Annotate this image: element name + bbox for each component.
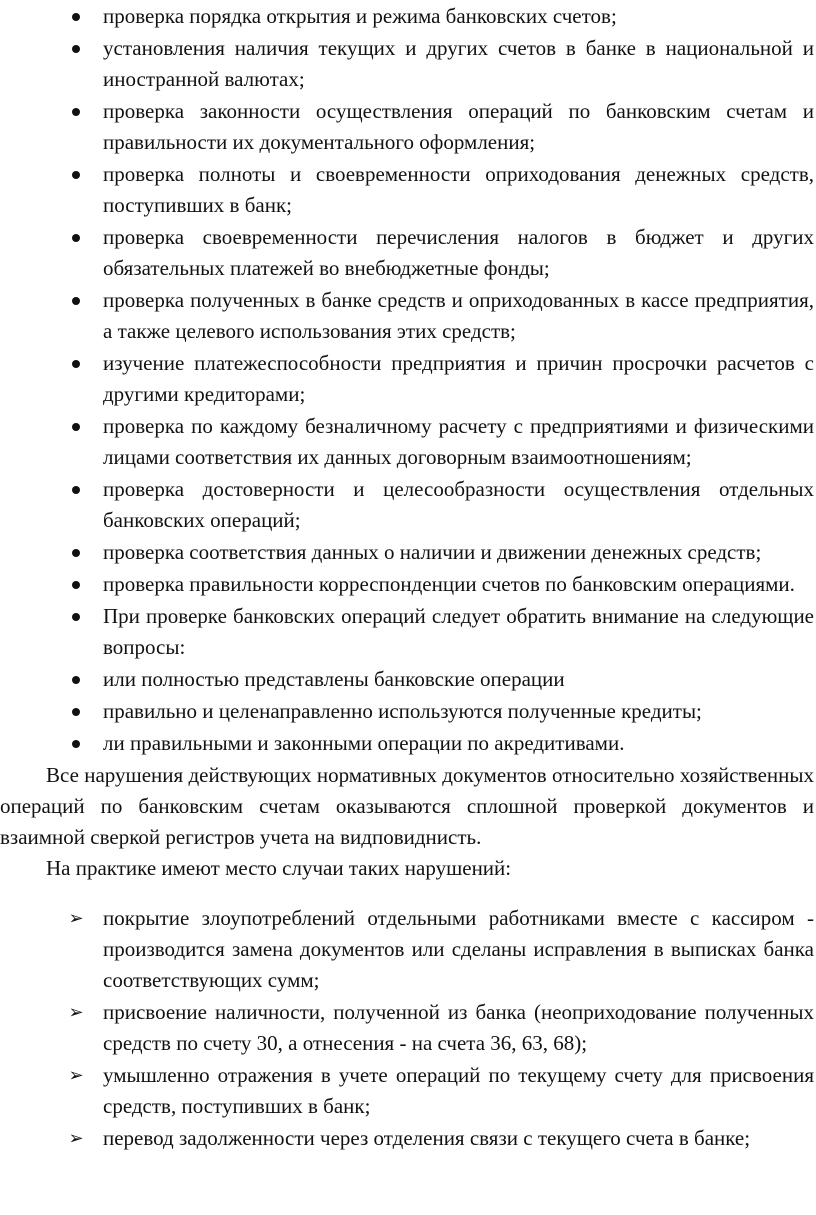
arrow-right-icon: ➢: [68, 908, 84, 929]
list-item-text: проверка по каждому безналичному расчету с предприятиями и физическими лицами соответствия их данных договорным взаимоотношениям;: [103, 414, 814, 469]
violations-paragraph: Все нарушения действующих нормативных документов относительно хозяйственных операций по банковским счетам оказываются сплошной проверкой документов и взаимной сверкой регистров учета на видповиднисть.: [0, 763, 814, 849]
list-item-text: проверка правильности корреспонденции счетов по банковским операциями.: [103, 572, 795, 596]
list-item-text: проверка полноты и своевременности оприходования денежных средств, поступивших в банк;: [103, 162, 814, 217]
list-item: [0, 96, 816, 158]
list-item: [0, 664, 816, 695]
list-item: [0, 903, 816, 996]
bullet-dot-icon: [66, 664, 86, 695]
list-item-text: изучение платежеспособности предприятия и причин просрочки расчетов с другими кредиторами;: [103, 351, 814, 406]
list-item-text: проверка соответствия данных о наличии и движении денежных средств;: [103, 540, 762, 564]
list-item-text: ли правильными и законными операции по акредитивами.: [103, 731, 625, 755]
list-item: [0, 1123, 816, 1154]
list-item-text: проверка полученных в банке средств и оприходованных в кассе предприятия, а также целевого использования этих средств;: [103, 288, 814, 343]
list-item: [0, 728, 816, 759]
practice-intro-paragraph: На практике имеют место случаи таких нарушений:: [46, 856, 512, 880]
list-item-text: или полностью представлены банковские операции: [103, 667, 565, 691]
arrow-right-icon: ➢: [68, 1128, 84, 1149]
bullet-dot-icon: [66, 696, 86, 727]
bullet-dot-icon: [66, 601, 86, 632]
bullet-dot-icon: [66, 96, 86, 127]
list-item-text: проверка порядка открытия и режима банковских счетов;: [103, 4, 617, 28]
list-item: [0, 1060, 816, 1122]
list-item: [0, 997, 816, 1059]
bullet-dot-icon: [66, 348, 86, 379]
list-item: [0, 348, 816, 410]
list-item: [0, 474, 816, 536]
list-item-text: проверка достоверности и целесообразности осуществления отдельных банковских операций;: [103, 477, 814, 532]
list-item: [0, 159, 816, 221]
list-item-text: покрытие злоупотреблений отдельными работниками вместе с кассиром - производится замена документов или сделаны исправления в выписках банка соответствующих сумм;: [103, 906, 814, 992]
bullet-dot-icon: [66, 474, 86, 505]
bullet-dot-icon: [66, 285, 86, 316]
list-item: [0, 696, 816, 727]
list-item-text: перевод задолженности через отделения связи с текущего счета в банке;: [103, 1126, 751, 1150]
list-item: [0, 537, 816, 568]
bullet-dot-icon: [66, 33, 86, 64]
arrow-right-icon: ➢: [68, 1065, 84, 1086]
list-item-text: проверка своевременности перечисления налогов в бюджет и других обязательных платежей во внебюджетные фонды;: [103, 225, 814, 280]
list-item-text: установления наличия текущих и других счетов в банке в национальной и иностранной валютах;: [103, 36, 814, 91]
list-item-text: присвоение наличности, полученной из банка (неоприходование полученных средств по счету 30, а отнесения - на счета 36, 63, 68);: [103, 1000, 814, 1055]
bullet-dot-icon: [66, 222, 86, 253]
arrow-right-icon: ➢: [68, 1002, 84, 1023]
list-item-text: проверка законности осуществления операций по банковским счетам и правильности их документального оформления;: [103, 99, 814, 154]
bullet-dot-icon: [66, 569, 86, 600]
list-item: [0, 1, 816, 32]
list-item-text: правильно и целенаправленно используются полученные кредиты;: [103, 699, 702, 723]
list-item: [0, 285, 816, 347]
list-item: [0, 411, 816, 473]
bullet-dot-icon: [66, 159, 86, 190]
bullet-dot-icon: [66, 537, 86, 568]
list-item-text: При проверке банковских операций следует обратить внимание на следующие вопросы:: [103, 604, 814, 659]
list-item: [0, 222, 816, 284]
list-item: [0, 33, 816, 95]
list-item-text: умышленно отражения в учете операций по текущему счету для присвоения средств, поступивших в банк;: [103, 1063, 814, 1118]
bullet-dot-icon: [66, 1, 86, 32]
bullet-dot-icon: [66, 728, 86, 759]
bullet-dot-icon: [66, 411, 86, 442]
list-item: [0, 601, 816, 663]
violations-list: [0, 903, 816, 1154]
list-item: [0, 569, 816, 600]
